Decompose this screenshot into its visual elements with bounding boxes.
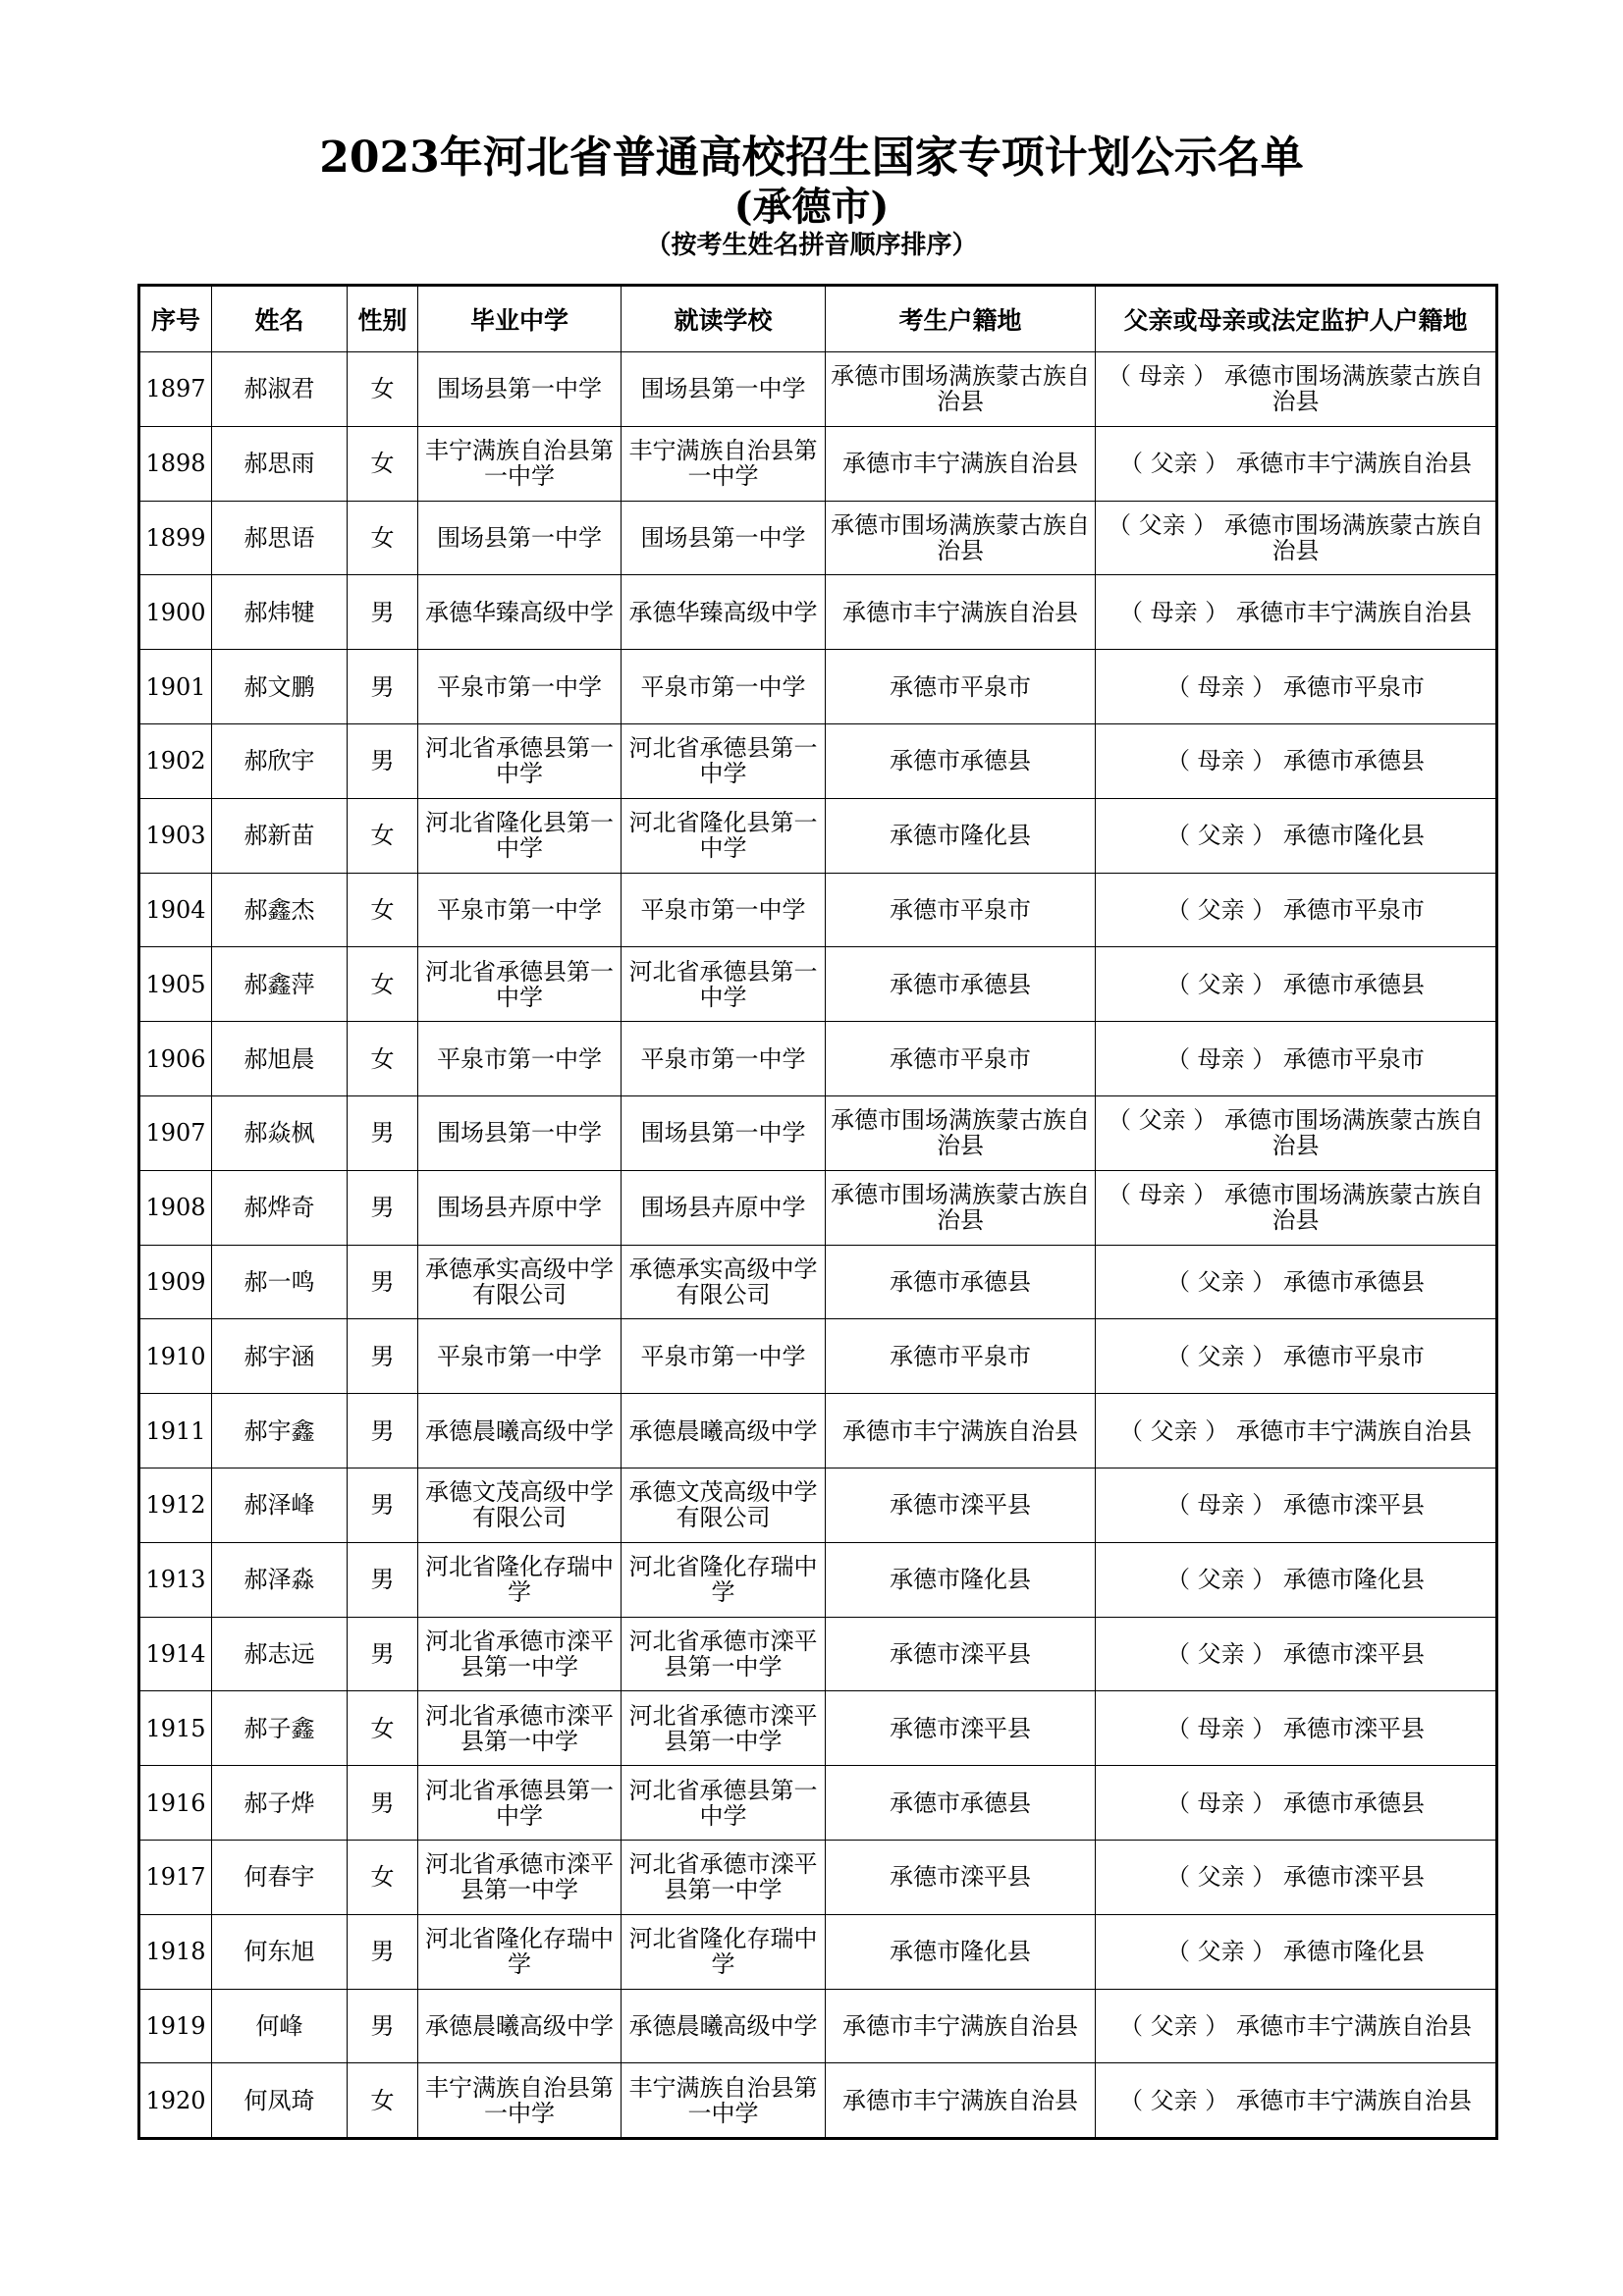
guardian-household-cell: （ 父亲 ） 承德市平泉市	[1096, 1319, 1497, 1394]
table-body	[139, 352, 1497, 2139]
guardian-household-cell: （ 父亲 ） 承德市围场满族蒙古族自治县	[1096, 1095, 1497, 1170]
name-cell: 何峰	[212, 1989, 348, 2063]
graduation-school-cell: 围场县第一中学	[418, 1095, 622, 1170]
seq-cell: 1914	[139, 1617, 212, 1691]
guardian-household-cell: （ 母亲 ） 承德市滦平县	[1096, 1691, 1497, 1766]
table-row	[139, 1542, 1497, 1617]
guardian-household-cell: （ 父亲 ） 承德市隆化县	[1096, 798, 1497, 873]
gender-cell: 男	[348, 723, 418, 798]
graduation-school-cell: 平泉市第一中学	[418, 1022, 622, 1096]
table-row	[139, 1989, 1497, 2063]
seq-cell: 1907	[139, 1095, 212, 1170]
name-cell: 郝淑君	[212, 352, 348, 427]
graduation-school-cell: 河北省承德县第一中学	[418, 723, 622, 798]
table-row	[139, 352, 1497, 427]
table-row	[139, 1319, 1497, 1394]
table-row	[139, 1691, 1497, 1766]
graduation-school-cell: 承德晨曦高级中学	[418, 1989, 622, 2063]
household-cell: 承德市滦平县	[826, 1468, 1096, 1542]
seq-cell: 1909	[139, 1245, 212, 1319]
name-cell: 何东旭	[212, 1914, 348, 1989]
name-cell: 郝欣宇	[212, 723, 348, 798]
current-school-cell: 丰宁满族自治县第一中学	[622, 2063, 826, 2139]
gender-cell: 男	[348, 1319, 418, 1394]
table-row	[139, 1468, 1497, 1542]
gender-cell: 男	[348, 575, 418, 650]
graduation-school-cell: 承德晨曦高级中学	[418, 1394, 622, 1468]
name-cell: 郝文鹏	[212, 650, 348, 724]
table-row	[139, 2063, 1497, 2139]
name-cell: 郝新苗	[212, 798, 348, 873]
gender-cell: 女	[348, 2063, 418, 2139]
guardian-household-cell: （ 母亲 ） 承德市承德县	[1096, 723, 1497, 798]
current-school-cell: 承德晨曦高级中学	[622, 1989, 826, 2063]
household-cell: 承德市丰宁满族自治县	[826, 575, 1096, 650]
household-cell: 承德市围场满族蒙古族自治县	[826, 1095, 1096, 1170]
name-cell: 郝子烨	[212, 1766, 348, 1841]
graduation-school-cell: 河北省隆化存瑞中学	[418, 1914, 622, 1989]
household-cell: 承德市丰宁满族自治县	[826, 1394, 1096, 1468]
seq-cell: 1901	[139, 650, 212, 724]
guardian-household-cell: （ 母亲 ） 承德市承德县	[1096, 1766, 1497, 1841]
table-row	[139, 947, 1497, 1022]
graduation-school-cell: 丰宁满族自治县第一中学	[418, 2063, 622, 2139]
guardian-household-cell: （ 父亲 ） 承德市丰宁满族自治县	[1096, 1989, 1497, 2063]
current-school-cell: 承德承实高级中学有限公司	[622, 1245, 826, 1319]
name-cell: 郝思雨	[212, 426, 348, 501]
graduation-school-cell: 围场县第一中学	[418, 501, 622, 575]
guardian-household-cell: （ 父亲 ） 承德市平泉市	[1096, 873, 1497, 947]
current-school-cell: 河北省承德县第一中学	[622, 1766, 826, 1841]
name-cell: 郝宇鑫	[212, 1394, 348, 1468]
guardian-household-header: 父亲或母亲或法定监护人户籍地	[1096, 286, 1497, 352]
household-cell: 承德市隆化县	[826, 1914, 1096, 1989]
guardian-household-cell: （ 母亲 ） 承德市滦平县	[1096, 1468, 1497, 1542]
current-school-cell: 平泉市第一中学	[622, 650, 826, 724]
seq-cell: 1918	[139, 1914, 212, 1989]
graduation-school-cell: 河北省承德市滦平县第一中学	[418, 1840, 622, 1914]
gender-cell: 女	[348, 426, 418, 501]
current-school-cell: 河北省隆化存瑞中学	[622, 1542, 826, 1617]
gender-cell: 女	[348, 873, 418, 947]
current-school-cell: 承德华臻高级中学	[622, 575, 826, 650]
table-row	[139, 1394, 1497, 1468]
gender-cell: 男	[348, 1989, 418, 2063]
guardian-household-cell: （ 父亲 ） 承德市承德县	[1096, 1245, 1497, 1319]
gender-cell: 男	[348, 1468, 418, 1542]
table-row	[139, 1170, 1497, 1245]
guardian-household-cell: （ 父亲 ） 承德市滦平县	[1096, 1617, 1497, 1691]
household-cell: 承德市平泉市	[826, 650, 1096, 724]
graduation-school-cell: 丰宁满族自治县第一中学	[418, 426, 622, 501]
guardian-household-cell: （ 父亲 ） 承德市隆化县	[1096, 1542, 1497, 1617]
seq-cell: 1906	[139, 1022, 212, 1096]
gender-cell: 男	[348, 1766, 418, 1841]
gender-cell: 女	[348, 501, 418, 575]
seq-cell: 1915	[139, 1691, 212, 1766]
seq-cell: 1919	[139, 1989, 212, 2063]
household-cell: 承德市滦平县	[826, 1691, 1096, 1766]
guardian-household-cell: （ 父亲 ） 承德市丰宁满族自治县	[1096, 2063, 1497, 2139]
seq-cell: 1910	[139, 1319, 212, 1394]
graduation-school-cell: 平泉市第一中学	[418, 873, 622, 947]
gender-cell: 男	[348, 1542, 418, 1617]
table-row	[139, 426, 1497, 501]
seq-cell: 1920	[139, 2063, 212, 2139]
gender-cell: 男	[348, 1095, 418, 1170]
name-cell: 郝烨奇	[212, 1170, 348, 1245]
household-cell: 承德市滦平县	[826, 1617, 1096, 1691]
seq-cell: 1916	[139, 1766, 212, 1841]
roster-table	[137, 284, 1498, 2140]
current-school-cell: 围场县卉原中学	[622, 1170, 826, 1245]
guardian-household-cell: （ 父亲 ） 承德市承德县	[1096, 947, 1497, 1022]
current-school-cell: 围场县第一中学	[622, 352, 826, 427]
name-cell: 郝子鑫	[212, 1691, 348, 1766]
household-cell: 承德市承德县	[826, 1245, 1096, 1319]
guardian-household-cell: （ 母亲 ） 承德市平泉市	[1096, 650, 1497, 724]
household-cell: 承德市围场满族蒙古族自治县	[826, 1170, 1096, 1245]
graduation-school-cell: 平泉市第一中学	[418, 650, 622, 724]
guardian-household-cell: （ 母亲 ） 承德市围场满族蒙古族自治县	[1096, 352, 1497, 427]
guardian-household-cell: （ 父亲 ） 承德市丰宁满族自治县	[1096, 426, 1497, 501]
gender-cell: 男	[348, 1170, 418, 1245]
graduation-school-cell: 河北省承德县第一中学	[418, 947, 622, 1022]
seq-cell: 1912	[139, 1468, 212, 1542]
graduation-school-cell: 河北省承德县第一中学	[418, 1766, 622, 1841]
name-cell: 郝宇涵	[212, 1319, 348, 1394]
seq-cell: 1905	[139, 947, 212, 1022]
name-cell: 何凤琦	[212, 2063, 348, 2139]
graduation-school-cell: 承德承实高级中学有限公司	[418, 1245, 622, 1319]
name-cell: 郝志远	[212, 1617, 348, 1691]
household-cell: 承德市滦平县	[826, 1840, 1096, 1914]
gender-cell: 女	[348, 352, 418, 427]
table-row	[139, 1245, 1497, 1319]
name-cell: 郝炜犍	[212, 575, 348, 650]
gender-cell: 男	[348, 650, 418, 724]
graduation-school-header: 毕业中学	[418, 286, 622, 352]
table-row	[139, 1617, 1497, 1691]
household-cell: 承德市平泉市	[826, 1022, 1096, 1096]
document-title: 2023年河北省普通高校招生国家专项计划公示名单	[319, 133, 1304, 183]
current-school-cell: 河北省隆化存瑞中学	[622, 1914, 826, 1989]
name-header: 姓名	[212, 286, 348, 352]
seq-cell: 1899	[139, 501, 212, 575]
household-cell: 承德市丰宁满族自治县	[826, 2063, 1096, 2139]
name-cell: 郝鑫杰	[212, 873, 348, 947]
seq-cell: 1913	[139, 1542, 212, 1617]
guardian-household-cell: （ 父亲 ） 承德市滦平县	[1096, 1840, 1497, 1914]
table-row	[139, 575, 1497, 650]
table-row	[139, 1095, 1497, 1170]
graduation-school-cell: 承德文茂高级中学有限公司	[418, 1468, 622, 1542]
table-header-row	[139, 286, 1497, 352]
current-school-cell: 河北省承德市滦平县第一中学	[622, 1617, 826, 1691]
current-school-cell: 承德晨曦高级中学	[622, 1394, 826, 1468]
gender-cell: 女	[348, 1691, 418, 1766]
household-cell: 承德市平泉市	[826, 1319, 1096, 1394]
gender-cell: 女	[348, 947, 418, 1022]
document-subtitle: (承德市)	[733, 184, 890, 230]
gender-cell: 男	[348, 1617, 418, 1691]
name-cell: 郝泽淼	[212, 1542, 348, 1617]
current-school-cell: 平泉市第一中学	[622, 873, 826, 947]
household-cell: 承德市围场满族蒙古族自治县	[826, 352, 1096, 427]
seq-cell: 1904	[139, 873, 212, 947]
name-cell: 郝思语	[212, 501, 348, 575]
guardian-household-cell: （ 父亲 ） 承德市隆化县	[1096, 1914, 1497, 1989]
graduation-school-cell: 河北省隆化县第一中学	[418, 798, 622, 873]
guardian-household-cell: （ 父亲 ） 承德市围场满族蒙古族自治县	[1096, 501, 1497, 575]
seq-cell: 1902	[139, 723, 212, 798]
graduation-school-cell: 平泉市第一中学	[418, 1319, 622, 1394]
current-school-cell: 承德文茂高级中学有限公司	[622, 1468, 826, 1542]
gender-header: 性别	[348, 286, 418, 352]
current-school-cell: 围场县第一中学	[622, 501, 826, 575]
seq-header: 序号	[139, 286, 212, 352]
seq-cell: 1917	[139, 1840, 212, 1914]
gender-cell: 男	[348, 1245, 418, 1319]
seq-cell: 1903	[139, 798, 212, 873]
table-row	[139, 1022, 1497, 1096]
sort-note: （按考生姓名拼音顺序排序）	[645, 231, 978, 260]
seq-cell: 1908	[139, 1170, 212, 1245]
graduation-school-cell: 承德华臻高级中学	[418, 575, 622, 650]
current-school-header: 就读学校	[622, 286, 826, 352]
household-cell: 承德市丰宁满族自治县	[826, 426, 1096, 501]
household-cell: 承德市隆化县	[826, 798, 1096, 873]
current-school-cell: 围场县第一中学	[622, 1095, 826, 1170]
name-cell: 何春宇	[212, 1840, 348, 1914]
household-cell: 承德市围场满族蒙古族自治县	[826, 501, 1096, 575]
current-school-cell: 平泉市第一中学	[622, 1022, 826, 1096]
seq-cell: 1897	[139, 352, 212, 427]
table-row	[139, 873, 1497, 947]
table-row	[139, 798, 1497, 873]
household-cell: 承德市丰宁满族自治县	[826, 1989, 1096, 2063]
graduation-school-cell: 河北省承德市滦平县第一中学	[418, 1617, 622, 1691]
gender-cell: 女	[348, 1840, 418, 1914]
current-school-cell: 河北省承德县第一中学	[622, 723, 826, 798]
household-cell: 承德市隆化县	[826, 1542, 1096, 1617]
gender-cell: 女	[348, 1022, 418, 1096]
current-school-cell: 河北省隆化县第一中学	[622, 798, 826, 873]
gender-cell: 女	[348, 798, 418, 873]
current-school-cell: 河北省承德市滦平县第一中学	[622, 1691, 826, 1766]
table-row	[139, 1840, 1497, 1914]
current-school-cell: 丰宁满族自治县第一中学	[622, 426, 826, 501]
graduation-school-cell: 河北省承德市滦平县第一中学	[418, 1691, 622, 1766]
household-cell: 承德市承德县	[826, 947, 1096, 1022]
name-cell: 郝旭晨	[212, 1022, 348, 1096]
seq-cell: 1898	[139, 426, 212, 501]
guardian-household-cell: （ 母亲 ） 承德市围场满族蒙古族自治县	[1096, 1170, 1497, 1245]
table-row	[139, 501, 1497, 575]
table-row	[139, 1914, 1497, 1989]
household-cell: 承德市承德县	[826, 723, 1096, 798]
name-cell: 郝一鸣	[212, 1245, 348, 1319]
current-school-cell: 河北省承德市滦平县第一中学	[622, 1840, 826, 1914]
graduation-school-cell: 河北省隆化存瑞中学	[418, 1542, 622, 1617]
name-cell: 郝焱枫	[212, 1095, 348, 1170]
graduation-school-cell: 围场县第一中学	[418, 352, 622, 427]
household-header: 考生户籍地	[826, 286, 1096, 352]
seq-cell: 1911	[139, 1394, 212, 1468]
graduation-school-cell: 围场县卉原中学	[418, 1170, 622, 1245]
seq-cell: 1900	[139, 575, 212, 650]
name-cell: 郝鑫萍	[212, 947, 348, 1022]
current-school-cell: 平泉市第一中学	[622, 1319, 826, 1394]
table-row	[139, 1766, 1497, 1841]
current-school-cell: 河北省承德县第一中学	[622, 947, 826, 1022]
gender-cell: 男	[348, 1394, 418, 1468]
guardian-household-cell: （ 父亲 ） 承德市丰宁满族自治县	[1096, 1394, 1497, 1468]
table-row	[139, 650, 1497, 724]
household-cell: 承德市承德县	[826, 1766, 1096, 1841]
guardian-household-cell: （ 母亲 ） 承德市丰宁满族自治县	[1096, 575, 1497, 650]
household-cell: 承德市平泉市	[826, 873, 1096, 947]
table-row	[139, 723, 1497, 798]
name-cell: 郝泽峰	[212, 1468, 348, 1542]
gender-cell: 男	[348, 1914, 418, 1989]
guardian-household-cell: （ 母亲 ） 承德市平泉市	[1096, 1022, 1497, 1096]
